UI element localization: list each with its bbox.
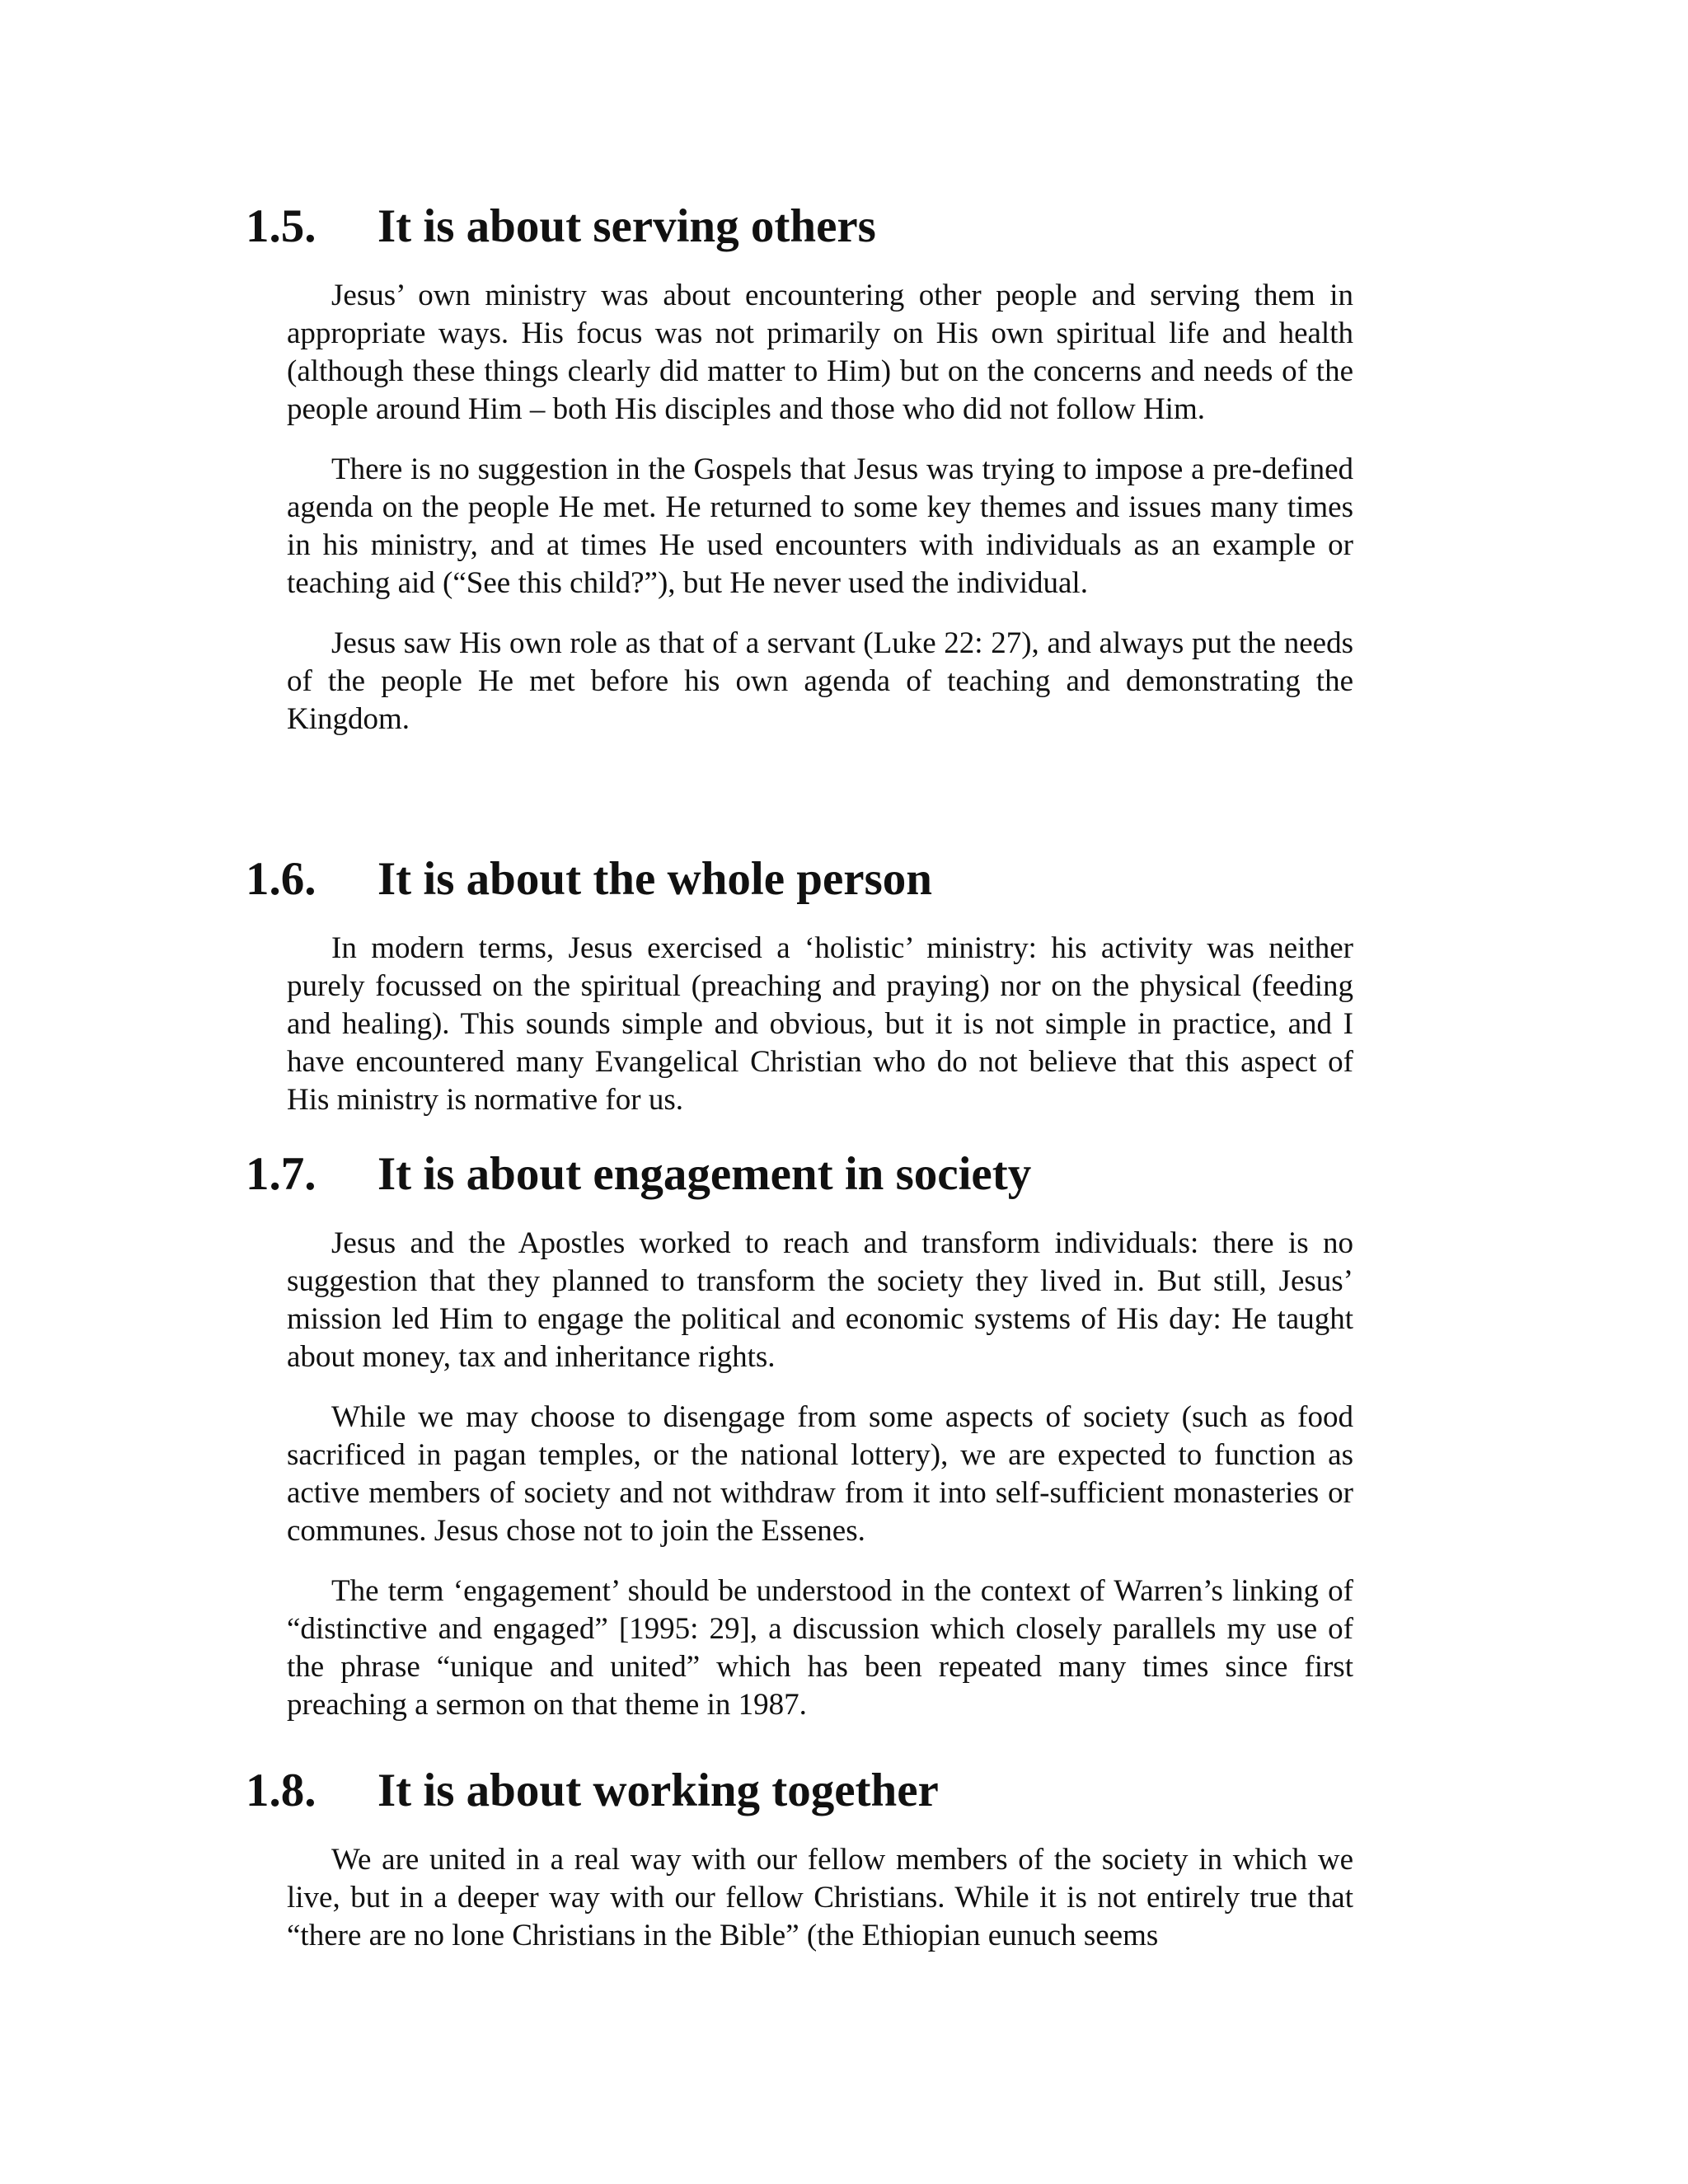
paragraph: We are united in a real way with our fellow members of the society in which we live, but in a deeper way with our fellow Christians. While it is not entirely true that “there are no lone Christians in the Bible” (the Ethiopian eunuch seems	[287, 1843, 1353, 1952]
section-1-8	[246, 1764, 1353, 1955]
section-title: It is about serving others	[377, 200, 876, 252]
paragraph: In modern terms, Jesus exercised a ‘holistic’ ministry: his activity was neither purely focussed on the spiritual (preaching and praying) nor on the physical (feeding and healing). This sounds simple and obvious, but it is not simple in practice, and I have encountered many Evangelical Christian who do not believe that this aspect of His ministry is normative for us.	[287, 931, 1353, 1117]
section-number: 1.5.	[246, 200, 316, 252]
section-heading	[246, 199, 1353, 254]
section-title: It is about the whole person	[377, 853, 932, 905]
section-number: 1.7.	[246, 1148, 316, 1200]
section-1-6	[246, 852, 1353, 1119]
section-heading	[246, 1147, 1353, 1202]
paragraph: Jesus’ own ministry was about encountering other people and serving them in appropriate ways. His focus was not primarily on His own spiritual life and health (although these things clearly did matter to Him) but on the concerns and needs of the people around Him – both His disciples and those who did not follow Him.	[287, 279, 1353, 426]
section-title: It is about engagement in society	[377, 1148, 1032, 1200]
paragraph: There is no suggestion in the Gospels that Jesus was trying to impose a pre-defined agenda on the people He met. He returned to some key themes and issues many times in his ministry, and at times He used encounters with individuals as an example or teaching aid (“See this child?”), but He never used the individual.	[287, 452, 1353, 600]
section-1-5	[246, 199, 1353, 738]
section-number: 1.8.	[246, 1765, 316, 1816]
section-title: It is about working together	[377, 1765, 939, 1816]
paragraph: While we may choose to disengage from some aspects of society (such as food sacrificed in pagan temples, or the national lottery), we are expected to function as active members of society and not withdraw from it into self-sufficient monasteries or communes. Jesus chose not to join the Essenes.	[287, 1400, 1353, 1548]
section-number: 1.6.	[246, 853, 316, 905]
paragraph: The term ‘engagement’ should be understood in the context of Warren’s linking of “distinctive and engaged” [1995: 29], a discussion which closely parallels my use of the phrase “unique and united” which has been repeated many times since first preaching a sermon on that theme in 1987.	[287, 1574, 1353, 1722]
section-heading	[246, 1764, 1353, 1818]
paragraph: Jesus saw His own role as that of a servant (Luke 22: 27), and always put the needs of the people He met before his own agenda of teaching and demonstrating the Kingdom.	[287, 626, 1353, 736]
section-1-7	[246, 1147, 1353, 1724]
paragraph: Jesus and the Apostles worked to reach and transform individuals: there is no suggestion that they planned to transform the society they lived in. But still, Jesus’ mission led Him to engage the political and economic systems of His day: He taught about money, tax and inheritance rights.	[287, 1226, 1353, 1374]
section-heading	[246, 852, 1353, 907]
